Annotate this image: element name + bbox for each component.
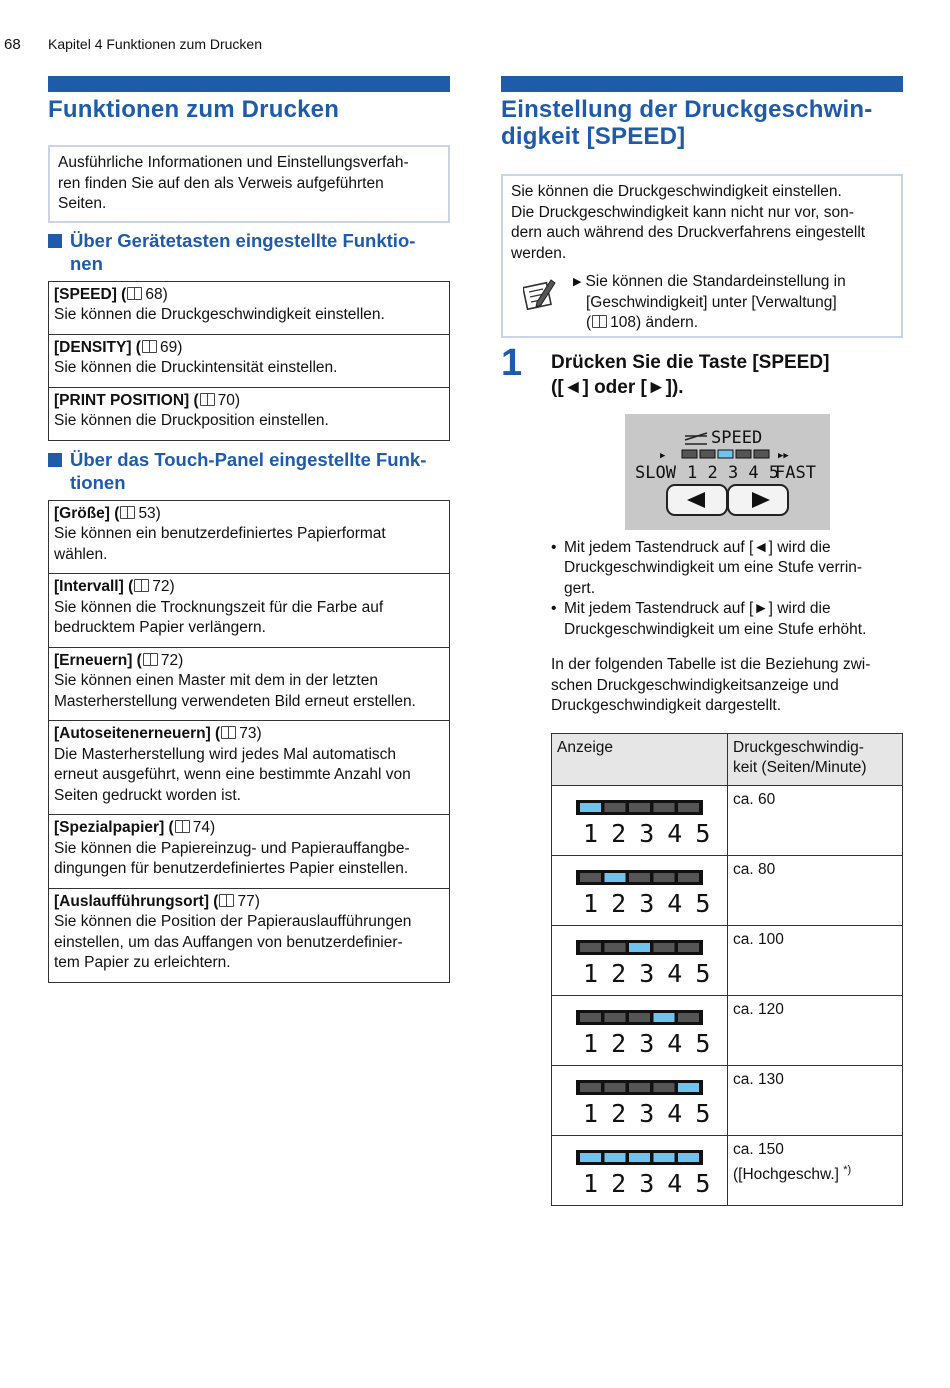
note-line: Sie können die Standardeinstellung in <box>585 273 846 290</box>
indicator-led-4 <box>654 1083 675 1092</box>
indicator-digits: 1 2 3 4 5 <box>583 1168 710 1198</box>
feature-description-line: Die Masterherstellung wird jedes Mal automatisch <box>54 745 397 763</box>
speed-value: ca. 150 <box>733 1140 784 1158</box>
bullet-line: • Mit jedem Tastendruck auf [◄] wird die <box>564 538 831 556</box>
page-reference[interactable]: 74) <box>192 819 216 836</box>
book-reference-icon <box>175 820 190 833</box>
indicator-led-5 <box>678 1013 699 1022</box>
panel-speed-label: SPEED <box>711 427 763 448</box>
title-line: digkeit [SPEED] <box>501 123 686 150</box>
speed-indicator <box>552 856 727 924</box>
page-reference[interactable]: 69) <box>159 338 183 356</box>
indicator-led-2 <box>605 1153 626 1162</box>
indicator-cell <box>552 1135 728 1205</box>
feature-name: [PRINT POSITION] ( <box>54 391 199 409</box>
speed-indicator <box>552 1066 727 1134</box>
feature-description-line: wählen. <box>54 545 108 563</box>
feature-description-line: dingungen für benutzerdefiniertes Papier einstellen. <box>54 860 409 877</box>
feature-description-line: einstellen, um das Auffangen von benutzerdefinier- <box>54 933 403 951</box>
step-line: ([◄] oder [►]). <box>551 376 684 398</box>
step-1 <box>501 341 903 400</box>
feature-title <box>54 391 444 412</box>
indicator-led-5 <box>678 1153 699 1162</box>
square-bullet-icon <box>48 453 62 467</box>
table-row <box>552 925 903 995</box>
table-row <box>552 1135 903 1205</box>
page-reference[interactable]: 70) <box>217 391 241 409</box>
section-heading-touch-panel <box>48 448 450 494</box>
page-reference[interactable]: 68) <box>145 285 168 303</box>
speed-value: ca. 60 <box>733 790 776 808</box>
indicator-led-5 <box>678 873 699 882</box>
speed-mode: ([Hochgeschw.] <box>733 1166 844 1184</box>
info-line: Die Druckgeschwindigkeit kann nicht nur vor, son- <box>511 203 854 221</box>
book-reference-icon <box>127 287 142 300</box>
bullet-line: Druckgeschwindigkeit um eine Stufe verrin- <box>564 559 863 576</box>
info-line: werden. <box>511 244 567 262</box>
indicator-led-4 <box>654 1013 675 1022</box>
right-info-box <box>501 174 903 338</box>
feature-title <box>54 724 444 745</box>
feature-title <box>54 285 444 306</box>
feature-name: [Größe] ( <box>54 504 120 522</box>
bullet-item <box>551 538 903 600</box>
section-bar <box>501 76 903 92</box>
square-bullet-icon <box>48 234 62 248</box>
feature-description-line: Sie können die Papiereinzug- und Papierauffangbe- <box>54 839 410 857</box>
feature-description-line: Sie können die Druckgeschwindigkeit einstellen. <box>54 306 385 323</box>
info-line: Ausführliche Informationen und Einstellungsverfah- <box>58 154 409 171</box>
indicator-digits: 1 2 3 4 5 <box>583 818 710 848</box>
feature-description-line: Sie können die Druckintensität einstellen. <box>54 359 338 376</box>
feature-description-line: Sie können ein benutzerdefiniertes Papierformat <box>54 525 386 542</box>
page-reference[interactable]: 72) <box>160 651 184 669</box>
info-line: ren finden Sie auf den als Verweis aufgeführten <box>58 174 384 192</box>
indicator-cell <box>552 855 728 925</box>
info-line: Seiten. <box>58 195 107 212</box>
indicator-led-2 <box>605 803 626 812</box>
feature-description-line: Sie können die Druckposition einstellen. <box>54 412 329 429</box>
left-title: Funktionen zum Drucken <box>48 96 340 123</box>
header-anzeige: Anzeige <box>552 733 728 785</box>
indicator-digits: 1 2 3 4 5 <box>583 1028 710 1058</box>
feature-name: [Erneuern] ( <box>54 651 142 669</box>
panel-led-3 <box>718 450 733 458</box>
page-header <box>4 36 262 53</box>
header-line: keit (Seiten/Minute) <box>733 759 867 776</box>
feature-item <box>49 648 449 722</box>
feature-description-line: tem Papier zu erleichtern. <box>54 954 231 971</box>
table-row <box>552 855 903 925</box>
indicator-led-5 <box>678 803 699 812</box>
table-row <box>552 995 903 1065</box>
indicator-digits: 1 2 3 4 5 <box>583 888 710 918</box>
speed-panel-graphic <box>625 414 830 530</box>
heading-line: Über Gerätetasten eingestellte Funktio- <box>70 229 416 251</box>
left-info-box <box>48 145 450 223</box>
note-line: [Geschwindigkeit] unter [Verwaltung] <box>586 293 837 311</box>
feature-description-line: Sie können die Trocknungszeit für die Farbe auf <box>54 598 384 616</box>
speed-indicator <box>552 786 727 854</box>
indicator-led-3 <box>629 1013 650 1022</box>
speed-indicator <box>552 1136 727 1204</box>
section-bar <box>48 76 450 92</box>
speed-indicator <box>552 996 727 1064</box>
note-pencil-icon <box>523 276 557 310</box>
feature-item <box>49 335 449 388</box>
heading-line: Über das Touch-Panel eingestellte Funk- <box>70 448 427 470</box>
feature-description-line: erneut ausgeführt, wenn eine bestimmte Anzahl von <box>54 766 411 783</box>
step-number: 1 <box>501 341 523 384</box>
note <box>511 272 893 334</box>
indicator-led-4 <box>654 943 675 952</box>
indicator-digits: 1 2 3 4 5 <box>583 958 710 988</box>
indicator-cell <box>552 925 728 995</box>
chapter-title: Kapitel 4 Funktionen zum Drucken <box>48 36 262 52</box>
panel-led-5 <box>754 450 769 458</box>
indicator-led-3 <box>629 803 650 812</box>
speed-table <box>551 733 903 1206</box>
indicator-led-1 <box>580 943 601 952</box>
feature-name: [SPEED] ( <box>54 285 127 303</box>
book-reference-icon <box>200 393 215 406</box>
feature-title <box>54 577 444 598</box>
book-reference-icon <box>120 506 135 519</box>
page-reference[interactable]: 73) <box>239 725 262 742</box>
para-line: schen Druckgeschwindigkeitsanzeige und <box>551 676 839 694</box>
speed-value-cell <box>728 855 903 925</box>
page-reference[interactable]: 53) <box>138 504 161 522</box>
table-intro-paragraph <box>551 655 903 717</box>
indicator-led-3 <box>629 1153 650 1162</box>
indicator-cell <box>552 1065 728 1135</box>
touch-panel-list <box>48 500 450 983</box>
feature-item <box>49 388 449 440</box>
indicator-led-3 <box>629 873 650 882</box>
indicator-led-5 <box>678 943 699 952</box>
book-reference-icon <box>221 726 236 739</box>
speed-value: ca. 130 <box>733 1070 784 1088</box>
info-line: Sie können die Druckgeschwindigkeit einstellen. <box>511 183 842 200</box>
indicator-led-1 <box>580 1153 601 1162</box>
panel-led-2 <box>700 450 715 458</box>
page-reference[interactable]: 77) <box>237 892 260 910</box>
feature-name: [Intervall] ( <box>54 578 134 595</box>
bullet-list <box>551 538 903 641</box>
bullet-line: gert. <box>564 579 596 597</box>
feature-item <box>49 501 449 575</box>
note-line: ( <box>586 314 592 331</box>
indicator-led-3 <box>629 943 650 952</box>
feature-item <box>49 815 449 889</box>
feature-title <box>54 504 444 525</box>
panel-fast-label: FAST <box>775 462 816 483</box>
feature-description-line: Seiten gedruckt worden ist. <box>54 786 241 804</box>
panel-slow-label: SLOW <box>635 462 676 483</box>
feature-title <box>54 651 444 672</box>
bullet-item <box>551 599 903 640</box>
bullet-line: Druckgeschwindigkeit um eine Stufe erhöht. <box>564 620 867 638</box>
speed-note <box>733 1160 897 1186</box>
feature-name: [Spezialpapier] ( <box>54 819 174 836</box>
feature-description-line: Masterherstellung verwendeten Bild erneut erstellen. <box>54 692 416 710</box>
book-reference-icon <box>592 315 607 328</box>
indicator-led-4 <box>654 1153 675 1162</box>
feature-description-line: Sie können einen Master mit dem in der letzten <box>54 672 378 689</box>
indicator-digits: 1 2 3 4 5 <box>583 1098 710 1128</box>
feature-item <box>49 889 449 982</box>
speed-indicator <box>552 926 727 994</box>
indicator-led-1 <box>580 873 601 882</box>
indicator-led-2 <box>605 873 626 882</box>
para-line: Druckgeschwindigkeit dargestellt. <box>551 697 782 714</box>
indicator-led-1 <box>580 1083 601 1092</box>
speed-value-cell <box>728 1135 903 1205</box>
panel-led-1 <box>682 450 697 458</box>
svg-text:▶: ▶ <box>660 450 666 461</box>
speed-panel-illustration <box>625 414 830 530</box>
speed-value-cell <box>728 1065 903 1135</box>
header-speed <box>728 733 903 785</box>
feature-title <box>54 892 444 913</box>
speed-value: ca. 80 <box>733 860 776 878</box>
speed-value-cell <box>728 925 903 995</box>
table-row <box>552 1065 903 1135</box>
indicator-led-4 <box>654 873 675 882</box>
feature-name: [Auslaufführungsort] ( <box>54 892 219 910</box>
indicator-led-1 <box>580 803 601 812</box>
right-column <box>501 76 903 1206</box>
feature-item <box>49 282 449 335</box>
heading-line: nen <box>70 252 103 274</box>
panel-digits: 1 2 3 4 5 <box>687 462 780 483</box>
title-line: Einstellung der Druckgeschwin- <box>501 96 873 123</box>
indicator-led-2 <box>605 1083 626 1092</box>
step-line: Drücken Sie die Taste [SPEED] <box>551 351 830 373</box>
speed-value-cell <box>728 995 903 1065</box>
section-heading-device-keys <box>48 229 450 275</box>
indicator-led-1 <box>580 1013 601 1022</box>
page-number: 68 <box>4 36 21 53</box>
feature-description-line: bedrucktem Papier verlängern. <box>54 619 266 636</box>
speed-value-cell <box>728 785 903 855</box>
para-line: In der folgenden Tabelle ist die Beziehung zwi- <box>551 656 871 673</box>
indicator-led-5 <box>678 1083 699 1092</box>
info-line: dern auch während des Druckverfahrens eingestellt <box>511 224 866 241</box>
speed-value: ca. 120 <box>733 1000 784 1018</box>
svg-text:▶▶: ▶▶ <box>778 450 789 461</box>
indicator-cell <box>552 995 728 1065</box>
feature-name: [DENSITY] ( <box>54 338 141 356</box>
feature-item <box>49 721 449 815</box>
page-reference[interactable]: 72) <box>152 578 175 595</box>
book-reference-icon <box>142 340 157 353</box>
right-title <box>501 96 903 150</box>
indicator-led-2 <box>605 943 626 952</box>
indicator-led-2 <box>605 1013 626 1022</box>
book-reference-icon <box>134 579 149 592</box>
panel-led-4 <box>736 450 751 458</box>
feature-name: [Autoseitenerneuern] ( <box>54 725 221 742</box>
indicator-led-3 <box>629 1083 650 1092</box>
left-column <box>48 76 450 983</box>
device-keys-list <box>48 281 450 441</box>
indicator-led-4 <box>654 803 675 812</box>
book-reference-icon <box>219 894 234 907</box>
indicator-cell <box>552 785 728 855</box>
book-reference-icon <box>143 653 158 666</box>
header-line: Druckgeschwindig- <box>733 738 864 756</box>
feature-title <box>54 338 444 359</box>
feature-item <box>49 574 449 648</box>
feature-title <box>54 818 444 839</box>
heading-line: tionen <box>70 471 126 493</box>
table-row <box>552 785 903 855</box>
triangle-bullet-icon: ▶ <box>573 276 582 288</box>
speed-value: ca. 100 <box>733 930 784 948</box>
note-line: 108) ändern. <box>610 314 699 331</box>
bullet-line: • Mit jedem Tastendruck auf [►] wird die <box>564 600 831 617</box>
footnote-marker: *) <box>843 1164 852 1176</box>
feature-description-line: Sie können die Position der Papierauslaufführungen <box>54 913 412 930</box>
